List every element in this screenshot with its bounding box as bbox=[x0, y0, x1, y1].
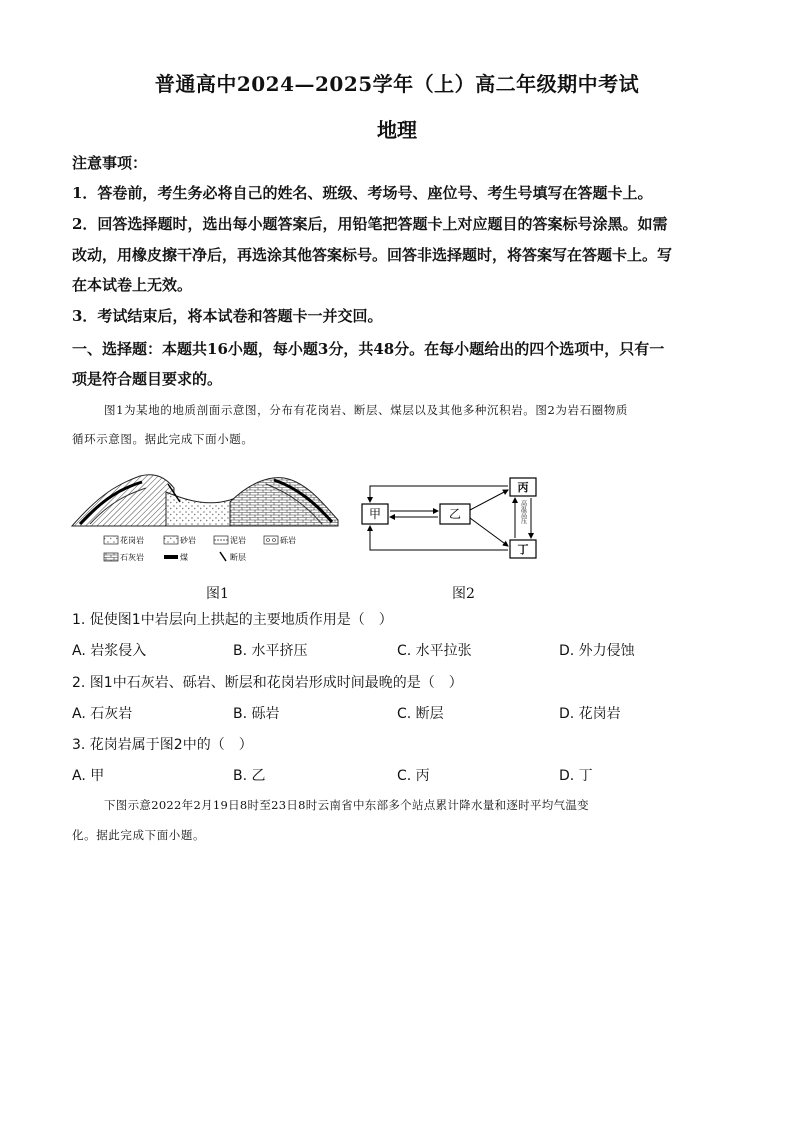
question-1-option-a[interactable]: A. 岩浆侵入 bbox=[72, 643, 147, 659]
notice-heading: 注意事项： bbox=[72, 154, 148, 172]
question-3-option-c[interactable]: C. 丙 bbox=[397, 768, 430, 784]
notice-item: 2．回答选择题时，选出每小题答案后，用铅笔把答题卡上对应题目的答案标号涂黑。如需 bbox=[72, 215, 668, 233]
intro-paragraph: 图1为某地的地质剖面示意图，分布有花岗岩、断层、煤层以及其他多种沉积岩。图2为岩石圈物质 bbox=[104, 403, 629, 417]
question-3-option-a[interactable]: A. 甲 bbox=[72, 768, 105, 784]
arrow-label-high-temp-pressure: 高温高压 bbox=[519, 500, 527, 524]
figure-2-caption: 图2 bbox=[452, 586, 475, 602]
question-1-option-c[interactable]: C. 水平拉张 bbox=[397, 643, 472, 659]
question-2-option-d[interactable]: D. 花岗岩 bbox=[559, 706, 621, 722]
question-3-option-b[interactable]: B. 乙 bbox=[233, 768, 266, 784]
legend-conglomerate: 砾岩 bbox=[280, 536, 296, 545]
notice-item: 1．答卷前，考生务必将自己的姓名、班级、考场号、座位号、考生号填写在答题卡上。 bbox=[72, 184, 653, 202]
question-1-stem: 1. 促使图1中岩层向上拱起的主要地质作用是（ ） bbox=[72, 612, 393, 628]
node-jia: 甲 bbox=[368, 507, 382, 521]
question-2-option-c[interactable]: C. 断层 bbox=[397, 706, 444, 722]
notice-item: 在本试卷上无效。 bbox=[72, 276, 193, 294]
question-3-stem: 3. 花岗岩属于图2中的（ ） bbox=[72, 737, 253, 753]
question-2-stem: 2. 图1中石灰岩、砾岩、断层和花岗岩形成时间最晚的是（ ） bbox=[72, 675, 463, 691]
intro-paragraph-2-cont: 化。据此完成下面小题。 bbox=[72, 828, 206, 842]
exam-title: 普通高中2024—2025学年（上）高二年级期中考试 bbox=[154, 72, 640, 96]
question-1-option-b[interactable]: B. 水平挤压 bbox=[233, 643, 308, 659]
node-ding: 丁 bbox=[517, 543, 529, 556]
question-2-option-a[interactable]: A. 石灰岩 bbox=[72, 706, 133, 722]
question-2-option-b[interactable]: B. 砾岩 bbox=[233, 706, 280, 722]
node-yi: 乙 bbox=[448, 507, 462, 521]
section-heading: 一、选择题：本题共16小题，每小题3分，共48分。在每小题给出的四个选项中，只有一 bbox=[72, 340, 665, 358]
legend-sandstone: 砂岩 bbox=[180, 536, 196, 545]
figure-1-legend bbox=[104, 535, 296, 562]
figure-1-caption: 图1 bbox=[206, 586, 229, 602]
node-bing: 丙 bbox=[517, 481, 529, 494]
legend-mudstone: 泥岩 bbox=[230, 536, 246, 545]
notice-item: 3．考试结束后，将本试卷和答题卡一并交回。 bbox=[72, 307, 383, 325]
legend-granite: 花岗岩 bbox=[120, 536, 144, 545]
question-3-option-d[interactable]: D. 丁 bbox=[559, 768, 593, 784]
question-1-option-d[interactable]: D. 外力侵蚀 bbox=[559, 643, 635, 659]
figure-1-geologic-section bbox=[70, 462, 342, 572]
notice-item: 改动，用橡皮擦干净后，再选涂其他答案标号。回答非选择题时，将答案写在答题卡上。写 bbox=[72, 246, 673, 264]
exam-subject: 地理 bbox=[377, 118, 417, 142]
intro-paragraph-2: 下图示意2022年2月19日8时至23日8时云南省中东部多个站点累计降水量和逐时平均气温变 bbox=[104, 798, 589, 812]
legend-coal: 煤 bbox=[180, 553, 188, 562]
intro-paragraph-cont: 循环示意图。据此完成下面小题。 bbox=[72, 432, 254, 446]
section-heading-cont: 项是符合题目要求的。 bbox=[72, 370, 223, 388]
figure-2-rock-cycle bbox=[352, 474, 552, 564]
legend-fault: 断层 bbox=[230, 553, 246, 562]
legend-limestone: 石灰岩 bbox=[120, 553, 144, 562]
